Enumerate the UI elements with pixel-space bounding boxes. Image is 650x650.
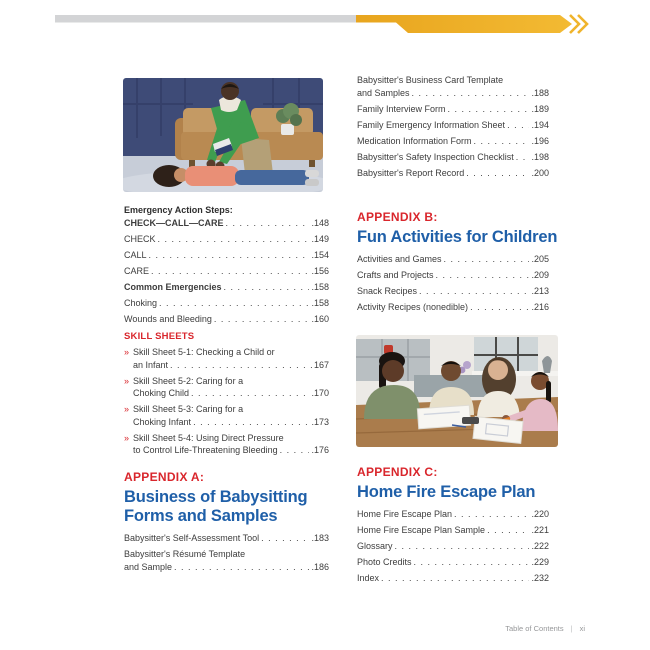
dot-leader xyxy=(174,562,309,573)
dot-leader xyxy=(191,388,309,399)
dot-leader xyxy=(414,557,530,568)
dot-leader xyxy=(158,234,310,245)
toc-entry: CHECK . . . .149 xyxy=(124,234,329,245)
toc-entry-skill-sheet: » Skill Sheet 5-3: Caring for a Choking Infant . . . .173 xyxy=(124,404,329,428)
dot-leader xyxy=(261,533,309,544)
activities-photo xyxy=(356,335,558,447)
dot-leader xyxy=(170,360,312,371)
toc-entry: Home Fire Escape Plan Sample . . . .221 xyxy=(357,525,549,536)
appendix-a-title: Business of Babysitting Forms and Samples xyxy=(124,488,308,525)
appendix-c-label: APPENDIX C: xyxy=(357,465,438,479)
right-toc-column-top xyxy=(357,75,549,184)
toc-entry: Choking . . . .158 xyxy=(124,298,329,309)
toc-entry: Medication Information Form . . . .196 xyxy=(357,136,549,147)
toc-entry-skill-sheet: » Skill Sheet 5-2: Caring for a Choking Child . . . .170 xyxy=(124,376,329,400)
dot-leader xyxy=(470,302,529,313)
page-footer xyxy=(505,624,585,633)
cpr-photo xyxy=(123,78,323,192)
dot-leader xyxy=(448,104,530,115)
toc-entry: Wounds and Bleeding . . . .160 xyxy=(124,314,329,325)
emergency-steps-heading: Emergency Action Steps: xyxy=(124,205,233,215)
dot-leader xyxy=(224,282,310,293)
dot-leader xyxy=(226,218,310,229)
dot-leader xyxy=(454,509,529,520)
page-top-banner xyxy=(0,0,650,44)
toc-entry: CHECK—CALL—CARE . . . .148 xyxy=(124,218,329,229)
toc-entry: Babysitter's Résumé Template and Sample . . . .186 xyxy=(124,549,329,573)
toc-entry: Activities and Games . . . .205 xyxy=(357,254,549,265)
chevron-bullet-icon: » xyxy=(124,375,130,386)
toc-entry: Family Interview Form . . . .189 xyxy=(357,104,549,115)
dot-leader xyxy=(474,136,530,147)
dot-leader xyxy=(436,270,530,281)
dot-leader xyxy=(149,250,310,261)
chevron-bullet-icon: » xyxy=(124,404,130,414)
toc-entry: Babysitter's Safety Inspection Checklist . . . .198 xyxy=(357,152,549,163)
footer-page-number: xi xyxy=(579,624,585,633)
appendix-b-title: Fun Activities for Children xyxy=(357,228,558,246)
banner-gray-bar xyxy=(55,15,356,23)
dot-leader xyxy=(193,417,309,428)
toc-entry: Index . . . .232 xyxy=(357,573,549,584)
left-toc-column xyxy=(124,205,329,578)
banner-gold-bar xyxy=(356,15,572,33)
appendix-b-label: APPENDIX B: xyxy=(357,210,438,224)
dot-leader xyxy=(159,298,309,309)
toc-entry-skill-sheet: » Skill Sheet 5-1: Checking a Child or an Infant . . . 167 xyxy=(124,347,329,371)
toc-entry: CARE . . . .156 xyxy=(124,266,329,277)
skill-sheets-heading: SKILL SHEETS xyxy=(124,331,195,342)
chevron-bullet-icon: » xyxy=(124,347,130,357)
dot-leader xyxy=(214,314,310,325)
dot-leader xyxy=(516,152,530,163)
chevron-bullet-icon: » xyxy=(124,432,130,443)
toc-entry: Glossary . . . .222 xyxy=(357,541,549,552)
toc-entry: Family Emergency Information Sheet . . . .194 xyxy=(357,120,549,131)
dot-leader xyxy=(507,120,529,131)
dot-leader xyxy=(444,254,530,265)
toc-entry: Home Fire Escape Plan . . . .220 xyxy=(357,509,549,520)
footer-divider: | xyxy=(570,624,573,633)
toc-entry: Common Emergencies . . . .158 xyxy=(124,282,329,293)
toc-entry: Activity Recipes (nonedible) . . . .216 xyxy=(357,302,549,313)
toc-entry: Babysitter's Report Record . . . .200 xyxy=(357,168,549,179)
dot-leader xyxy=(280,445,310,456)
dot-leader xyxy=(466,168,529,179)
dot-leader xyxy=(419,286,529,297)
footer-section-label: Table of Contents xyxy=(505,624,564,633)
toc-entry-skill-sheet: » Skill Sheet 5-4: Using Direct Pressure to Control Life-Threatening Bleeding . . . .176 xyxy=(124,433,329,457)
toc-entry: Snack Recipes . . . .213 xyxy=(357,286,549,297)
dot-leader xyxy=(381,573,529,584)
appendix-b-section xyxy=(357,210,558,318)
toc-entry: Crafts and Projects . . . .209 xyxy=(357,270,549,281)
appendix-c-section xyxy=(357,465,549,589)
dot-leader xyxy=(151,266,309,277)
toc-entry: Photo Credits . . . .229 xyxy=(357,557,549,568)
toc-entry: CALL . . . .154 xyxy=(124,250,329,261)
toc-entry: Babysitter's Business Card Template and Samples . . . .188 xyxy=(357,75,549,99)
dot-leader xyxy=(487,525,529,536)
dot-leader xyxy=(412,88,530,99)
dot-leader xyxy=(395,541,530,552)
toc-entry: Babysitter's Self-Assessment Tool . . . .183 xyxy=(124,533,329,544)
appendix-c-title: Home Fire Escape Plan xyxy=(357,483,536,501)
appendix-a-label: APPENDIX A: xyxy=(124,470,205,484)
